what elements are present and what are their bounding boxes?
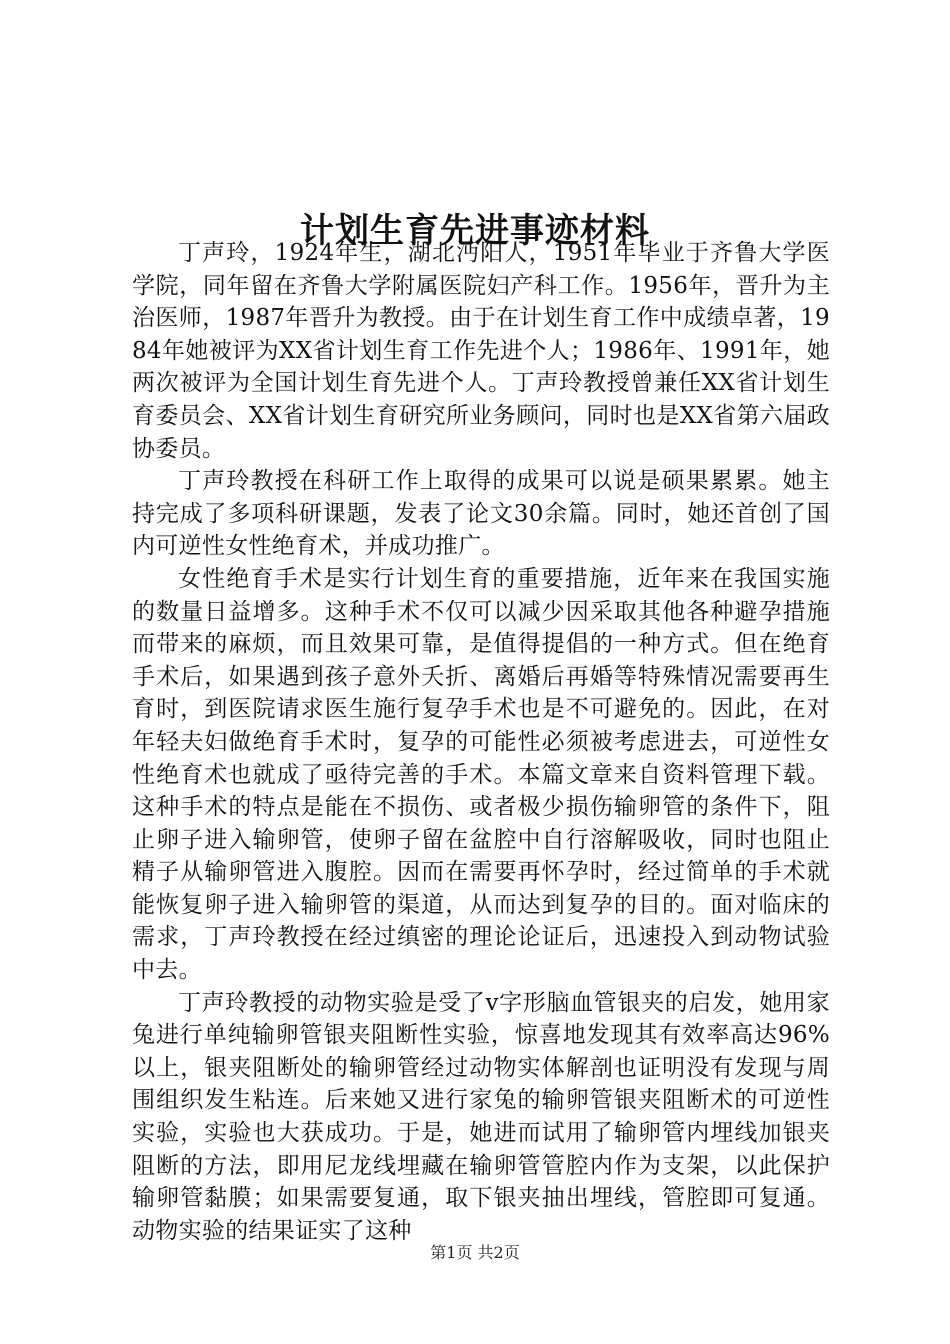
page-title: 计划生育先进事迹材料 (300, 210, 650, 251)
paragraph-4: 丁声玲教授的动物实验是受了v字形脑血管银夹的启发，她用家兔进行单纯输卵管银夹阻断性实验，惊喜地发现其有效率高达96%以上，银夹阻断处的输卵管经过动物实体解剖也证明没有发现与周围组织发生粘连。后来她又进行家兔的输卵管银夹阻断术的可逆性实验，实验也大获成功。于是，她进而试用了输卵管内埋线加银夹阻断的方法，即用尼龙线埋藏在输卵管管腔内作为支架，以此保护输卵管黏膜；如果需要复通，取下银夹抽出埋线，管腔即可复通。动物实验的结果证实了这种 (132, 989, 830, 1244)
paragraph-3: 女性绝育手术是实行计划生育的重要措施，近年来在我国实施的数量日益增多。这种手术不仅可以减少因采取其他各种避孕措施而带来的麻烦，而且效果可靠，是值得提倡的一种方式。但在绝育手术后，如果遇到孩子意外夭折、离婚后再婚等特殊情况需要再生育时，到医院请求医生施行复孕手术也是不可避免的。因此，在对年轻夫妇做绝育手术时，复孕的可能性必须被考虑进去，可逆性女性绝育术也就成了亟待完善的手术。本篇文章来自资料管理下载。这种手术的特点是能在不损伤、或者极少损伤输卵管的条件下，阻止卵子进入输卵管，使卵子留在盆腔中自行溶解吸收，同时也阻止精子从输卵管进入腹腔。因而在需要再怀孕时，经过简单的手术就能恢复卵子进入输卵管的渠道，从而达到复孕的目的。面对临床的需求，丁声玲教授在经过缜密的理论论证后，迅速投入到动物试验中去。 (132, 565, 830, 984)
paragraph-1: 丁声玲，1924年生，湖北沔阳人，1951年毕业于齐鲁大学医学院，同年留在齐鲁大学附属医院妇产科工作。1956年，晋升为主治医师，1987年晋升为教授。由于在计划生育工作中成绩卓著，1984年她被评为XX省计划生育工作先进个人；1986年、1991年，她两次被评为全国计划生育先进个人。丁声玲教授曾兼任XX省计划生育委员会、XX省计划生育研究所业务顾问，同时也是XX省第六届政协委员。 (132, 240, 830, 462)
document-body (132, 237, 830, 1247)
page-number-footer: 第1页 共2页 (430, 1243, 520, 1262)
paragraph-2: 丁声玲教授在科研工作上取得的成果可以说是硕果累累。她主持完成了多项科研课题，发表了论文30余篇。同时，她还首创了国内可逆性女性绝育术，并成功推广。 (132, 468, 830, 560)
